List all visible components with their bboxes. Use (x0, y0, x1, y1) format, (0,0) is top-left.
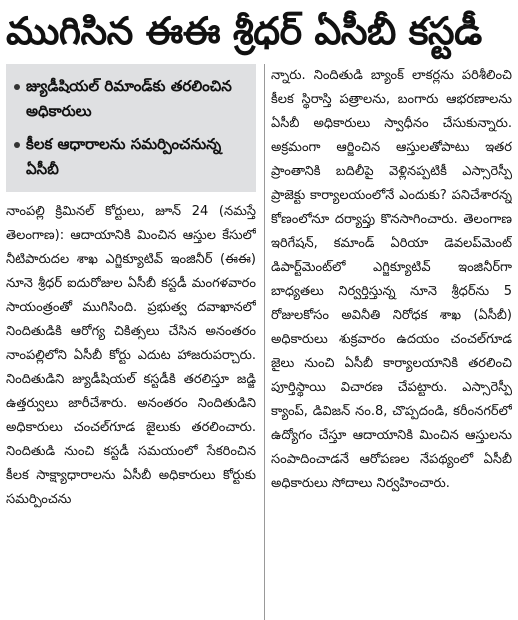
bullet-icon (14, 84, 20, 90)
highlight-item (14, 74, 248, 124)
highlights-box (6, 64, 256, 192)
highlight-text: కీలక ఆధారాలను సమర్పించనున్న ఏసీబీ (26, 135, 222, 178)
body-text-left: నాంపల్లి క్రిమినల్ కోర్టులు, జూన్ 24 (నమస్తే తెలంగాణ): ఆదాయానికి మించిన ఆస్తుల కేసులో నీటిపారుదల శాఖ ఎగ్జిక్యూటివ్ ఇంజినీర్ (ఈఈ) నూనె శ్రీధర్ ఐదురోజుల ఏసీబీ కస్టడీ మంగళవారం సాయంత్రంతో ముగిసింది. ప్రభుత్వ దవాఖానలో నిందితుడికి ఆరోగ్య చికిత్సలు చేసిన అనంతరం నాంపల్లిలోని ఏసీబీ కోర్టు ఎదుట హాజరుపర్చారు. నిందితుడిని జ్యుడీషియల్ కస్టడీకి తరలిస్తూ జడ్జి ఉత్తర్వులు జారీచేశారు. అనంతరం నిందితుడిని అధికారులు చంచల్‌గూడ జైలుకు తరలించారు. నిందితుడి నుంచి కస్టడీ సమయంలో సేకరించిన కీలక సాక్ష్యాధారాలను ఏసీబీ అధికారులు కోర్టుకు సమర్పించను (6, 204, 256, 507)
highlight-item (14, 132, 248, 182)
headline: ముగిసిన ఈఈ శ్రీధర్ ఏసీబీ కస్టడీ (6, 9, 482, 53)
body-text-right: న్నారు. నిందితుడి బ్యాంక్ లాకర్లను పరిశీలించి కీలక స్థిరాస్తి పత్రాలను, బంగారు ఆభరణాలను ఏసీబీ అధికారులు స్వాధీనం చేసుకున్నారు. అక్రమంగా ఆర్జించిన ఆస్తులతోపాటు ఇతర ప్రాంతానికి బదిలీపై వెళ్లినప్పటికీ ఎస్సారెస్పీ ప్రాజెక్టు కార్యాలయంలోనే ఎందుకు? పనిచేశారన్న కోణంలోనూ దర్యాప్తు కొనసాగించారు. తెలంగాణ ఇరిగేషన్, కమాండ్ ఏరియా డెవలప్‌మెంట్ డిపార్ట్‌మెంట్‌లో ఎగ్జిక్యూటివ్ ఇంజినీర్‌గా బాధ్యతలు నిర్వర్తిస్తున్న నూనె శ్రీధర్‌ను 5 రోజులకోసం అవినీతి నిరోధక శాఖ (ఏసీబీ) అధికారులు శుక్రవారం ఉదయం చంచల్‌గూడ జైలు నుంచి ఏసీబీ కార్యాలయానికి తరలించి పూర్తిస్థాయి విచారణ చేపట్టారు. ఎస్సారెస్పీ క్యాంప్, డివిజన్ నం.8, చొప్పదండి, కరీంనగర్‌లో ఉద్యోగం చేస్తూ ఆదాయానికి మించిన ఆస్తులను సంపాదించాడనే ఆరోపణల నేపథ్యంలో ఏసీబీ అధికారులు సోదాలు నిర్వహించారు. (271, 68, 512, 491)
left-column (6, 64, 256, 620)
bullet-icon (14, 142, 20, 148)
highlight-text: జ్యుడీషియల్ రిమాండ్‌కు తరలించిన అధికారులు (26, 77, 232, 120)
right-column (264, 64, 512, 620)
article-columns (6, 64, 512, 620)
